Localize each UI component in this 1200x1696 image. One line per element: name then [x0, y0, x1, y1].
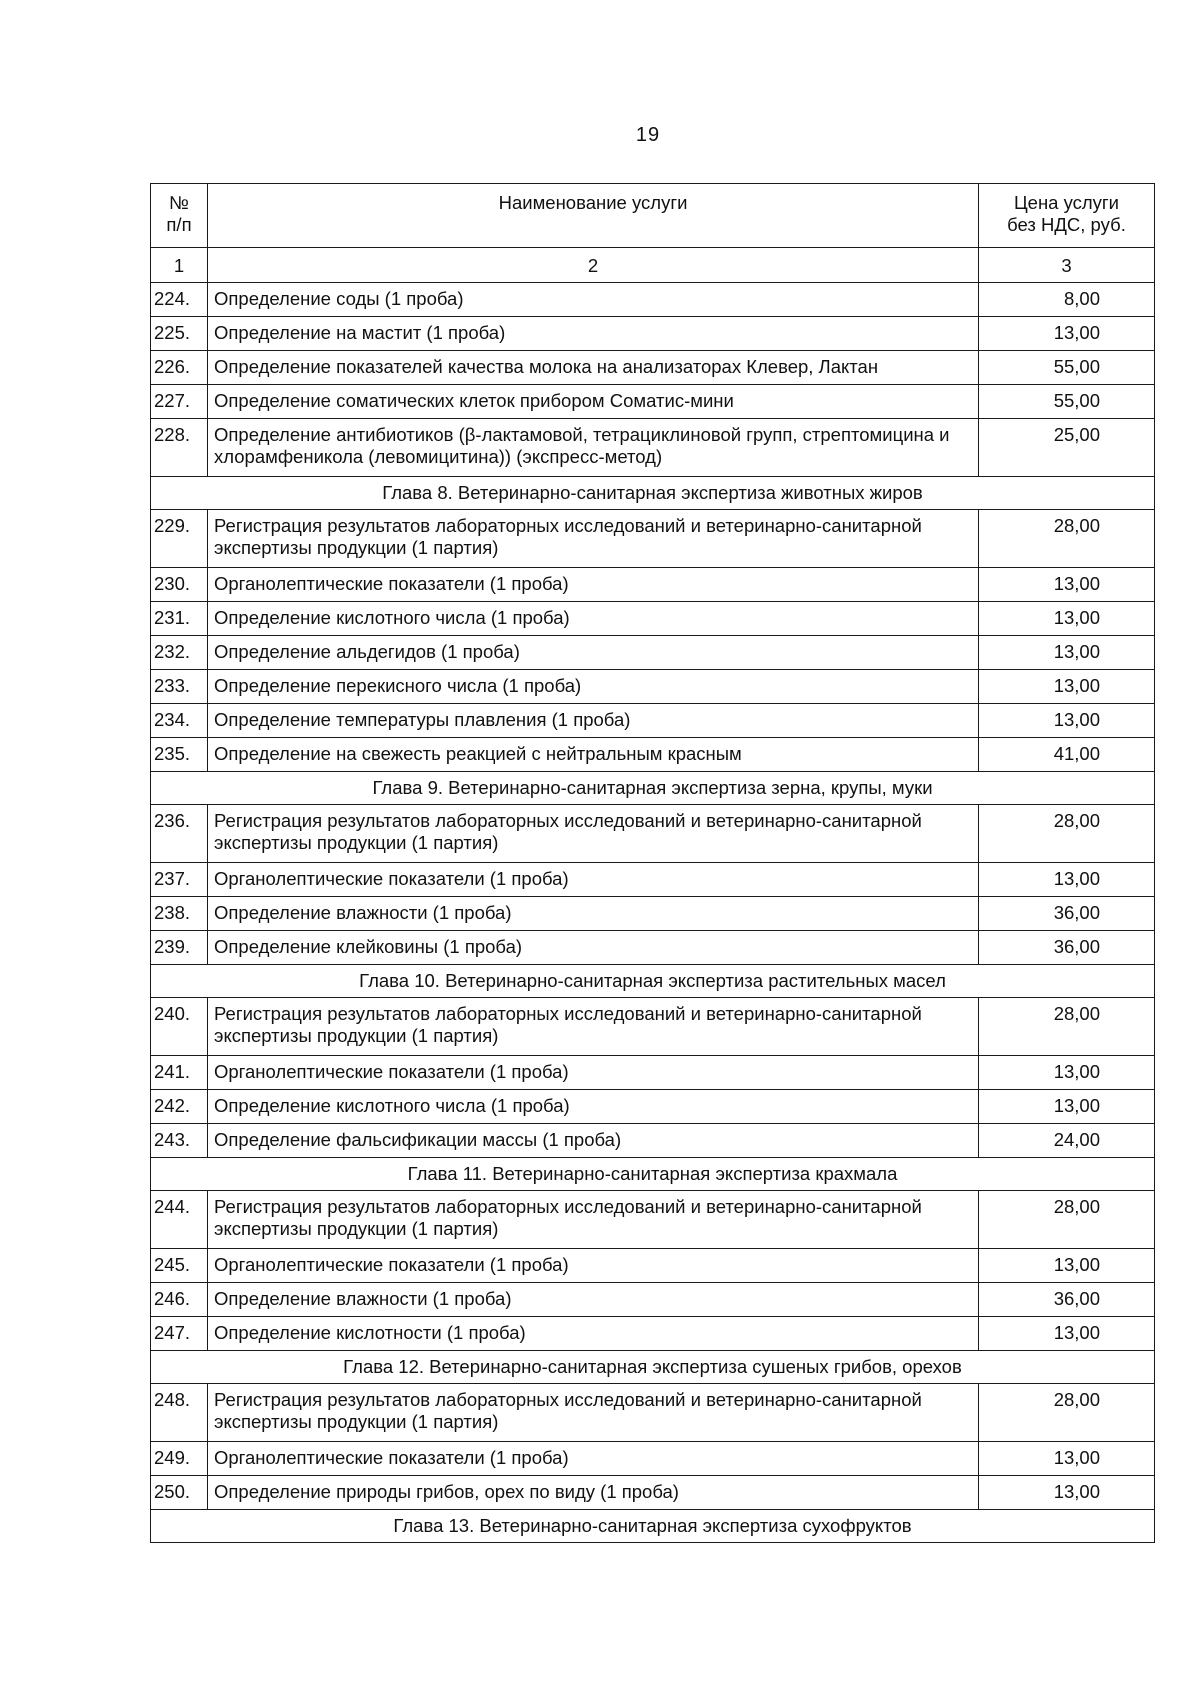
- service-name: Регистрация результатов лабораторных исследований и ветеринарно-санитарной экспертизы продукции (1 партия): [208, 510, 979, 568]
- chapter-title: Глава 12. Ветеринарно-санитарная экспертиза сушеных грибов, орехов: [151, 1351, 1155, 1384]
- service-name: Органолептические показатели (1 проба): [208, 568, 979, 602]
- row-number: 250.: [151, 1476, 208, 1510]
- table-row: [151, 1317, 1155, 1351]
- service-name: Органолептические показатели (1 проба): [208, 1249, 979, 1283]
- row-number: 230.: [151, 568, 208, 602]
- table-row: [151, 738, 1155, 772]
- row-number: 242.: [151, 1090, 208, 1124]
- table-row: [151, 510, 1155, 568]
- service-price: 13,00: [979, 863, 1155, 897]
- header-num: [151, 184, 208, 248]
- column-index-2: 2: [208, 248, 979, 283]
- row-number: 241.: [151, 1056, 208, 1090]
- table-row: [151, 931, 1155, 965]
- table-row: [151, 1090, 1155, 1124]
- chapter-row: [151, 1158, 1155, 1191]
- row-number: 236.: [151, 805, 208, 863]
- service-name: Регистрация результатов лабораторных исследований и ветеринарно-санитарной экспертизы продукции (1 партия): [208, 998, 979, 1056]
- table-row: [151, 1056, 1155, 1090]
- row-number: 245.: [151, 1249, 208, 1283]
- header-num-line2: п/п: [166, 214, 192, 235]
- service-price: 13,00: [979, 568, 1155, 602]
- row-number: 247.: [151, 1317, 208, 1351]
- service-name: Определение фальсификации массы (1 проба): [208, 1124, 979, 1158]
- chapter-title: Глава 9. Ветеринарно-санитарная экспертиза зерна, крупы, муки: [151, 772, 1155, 805]
- column-index-row: [151, 248, 1155, 283]
- service-price: 13,00: [979, 1442, 1155, 1476]
- row-number: 229.: [151, 510, 208, 568]
- column-index-1: 1: [151, 248, 208, 283]
- service-price: 41,00: [979, 738, 1155, 772]
- table-row: [151, 1191, 1155, 1249]
- header-price-line1: Цена услуги: [1013, 192, 1120, 213]
- chapter-title: Глава 11. Ветеринарно-санитарная экспертиза крахмала: [151, 1158, 1155, 1191]
- service-price: 13,00: [979, 1090, 1155, 1124]
- service-name: Регистрация результатов лабораторных исследований и ветеринарно-санитарной экспертизы продукции (1 партия): [208, 1191, 979, 1249]
- row-number: 239.: [151, 931, 208, 965]
- service-price: 13,00: [979, 704, 1155, 738]
- row-number: 227.: [151, 385, 208, 419]
- row-number: 226.: [151, 351, 208, 385]
- service-name: Определение на свежесть реакцией с нейтральным красным: [208, 738, 979, 772]
- service-name: Определение антибиотиков (β-лактамовой, тетрациклиновой групп, стрептомицина и хлорамфеникола (левомицитина)) (экспресс-метод): [208, 419, 979, 477]
- row-number: 232.: [151, 636, 208, 670]
- table-row: [151, 805, 1155, 863]
- service-name: Определение соды (1 проба): [208, 283, 979, 317]
- row-number: 240.: [151, 998, 208, 1056]
- service-name: Определение клейковины (1 проба): [208, 931, 979, 965]
- table-row: [151, 283, 1155, 317]
- table-row: [151, 1476, 1155, 1510]
- table-body: [151, 283, 1155, 1543]
- table-row: [151, 1384, 1155, 1442]
- service-price: 36,00: [979, 1283, 1155, 1317]
- table-row: [151, 419, 1155, 477]
- table-row: [151, 636, 1155, 670]
- service-name: Определение соматических клеток прибором Соматис-мини: [208, 385, 979, 419]
- service-price: 13,00: [979, 1476, 1155, 1510]
- service-name: Определение кислотности (1 проба): [208, 1317, 979, 1351]
- service-name: Определение кислотного числа (1 проба): [208, 1090, 979, 1124]
- table-row: [151, 863, 1155, 897]
- service-price: 36,00: [979, 931, 1155, 965]
- service-name: Определение температуры плавления (1 проба): [208, 704, 979, 738]
- service-price: 36,00: [979, 897, 1155, 931]
- service-name: Определение на мастит (1 проба): [208, 317, 979, 351]
- service-price: 13,00: [979, 1056, 1155, 1090]
- service-name: Определение показателей качества молока на анализаторах Клевер, Лактан: [208, 351, 979, 385]
- column-index-3: 3: [979, 248, 1155, 283]
- table-row: [151, 385, 1155, 419]
- chapter-row: [151, 772, 1155, 805]
- chapter-title: Глава 8. Ветеринарно-санитарная экспертиза животных жиров: [151, 477, 1155, 510]
- service-name: Определение природы грибов, орех по виду (1 проба): [208, 1476, 979, 1510]
- row-number: 249.: [151, 1442, 208, 1476]
- service-price: 24,00: [979, 1124, 1155, 1158]
- service-name: Органолептические показатели (1 проба): [208, 1442, 979, 1476]
- table-row: [151, 1249, 1155, 1283]
- service-name: Определение альдегидов (1 проба): [208, 636, 979, 670]
- row-number: 235.: [151, 738, 208, 772]
- table-row: [151, 897, 1155, 931]
- header-num-line1: №: [169, 192, 189, 213]
- service-price: 13,00: [979, 636, 1155, 670]
- table-row: [151, 998, 1155, 1056]
- header-service-name: Наименование услуги: [208, 184, 979, 248]
- header-price: [979, 184, 1155, 248]
- table-row: [151, 602, 1155, 636]
- service-name: Органолептические показатели (1 проба): [208, 863, 979, 897]
- chapter-row: [151, 965, 1155, 998]
- row-number: 231.: [151, 602, 208, 636]
- row-number: 243.: [151, 1124, 208, 1158]
- row-number: 233.: [151, 670, 208, 704]
- chapter-row: [151, 1351, 1155, 1384]
- service-name: Определение перекисного числа (1 проба): [208, 670, 979, 704]
- page-number: 19: [635, 124, 661, 146]
- table-row: [151, 670, 1155, 704]
- service-name: Регистрация результатов лабораторных исследований и ветеринарно-санитарной экспертизы продукции (1 партия): [208, 1384, 979, 1442]
- service-price: 25,00: [979, 419, 1155, 477]
- service-price: 13,00: [979, 1317, 1155, 1351]
- row-number: 248.: [151, 1384, 208, 1442]
- row-number: 238.: [151, 897, 208, 931]
- service-price: 8,00: [979, 283, 1155, 317]
- service-price: 55,00: [979, 351, 1155, 385]
- service-price: 13,00: [979, 317, 1155, 351]
- table-row: [151, 568, 1155, 602]
- service-price: 28,00: [979, 998, 1155, 1056]
- row-number: 246.: [151, 1283, 208, 1317]
- service-price: 28,00: [979, 1384, 1155, 1442]
- table-row: [151, 317, 1155, 351]
- service-price: 28,00: [979, 510, 1155, 568]
- chapter-title: Глава 13. Ветеринарно-санитарная экспертиза сухофруктов: [151, 1510, 1155, 1543]
- table-header-row: [151, 184, 1155, 248]
- service-price: 28,00: [979, 805, 1155, 863]
- table-row: [151, 704, 1155, 738]
- table-row: [151, 351, 1155, 385]
- table-row: [151, 1442, 1155, 1476]
- table-row: [151, 1283, 1155, 1317]
- header-price-line2: без НДС, руб.: [1007, 214, 1126, 235]
- row-number: 234.: [151, 704, 208, 738]
- row-number: 228.: [151, 419, 208, 477]
- service-name: Определение влажности (1 проба): [208, 897, 979, 931]
- service-price: 13,00: [979, 670, 1155, 704]
- service-price: 28,00: [979, 1191, 1155, 1249]
- row-number: 244.: [151, 1191, 208, 1249]
- service-price: 13,00: [979, 602, 1155, 636]
- chapter-row: [151, 477, 1155, 510]
- chapter-title: Глава 10. Ветеринарно-санитарная экспертиза растительных масел: [151, 965, 1155, 998]
- service-name: Органолептические показатели (1 проба): [208, 1056, 979, 1090]
- service-price: 55,00: [979, 385, 1155, 419]
- service-name: Определение влажности (1 проба): [208, 1283, 979, 1317]
- row-number: 237.: [151, 863, 208, 897]
- service-price: 13,00: [979, 1249, 1155, 1283]
- row-number: 225.: [151, 317, 208, 351]
- price-list-table: [150, 183, 1155, 1543]
- row-number: 224.: [151, 283, 208, 317]
- service-name: Регистрация результатов лабораторных исследований и ветеринарно-санитарной экспертизы продукции (1 партия): [208, 805, 979, 863]
- chapter-row: [151, 1510, 1155, 1543]
- service-name: Определение кислотного числа (1 проба): [208, 602, 979, 636]
- table-row: [151, 1124, 1155, 1158]
